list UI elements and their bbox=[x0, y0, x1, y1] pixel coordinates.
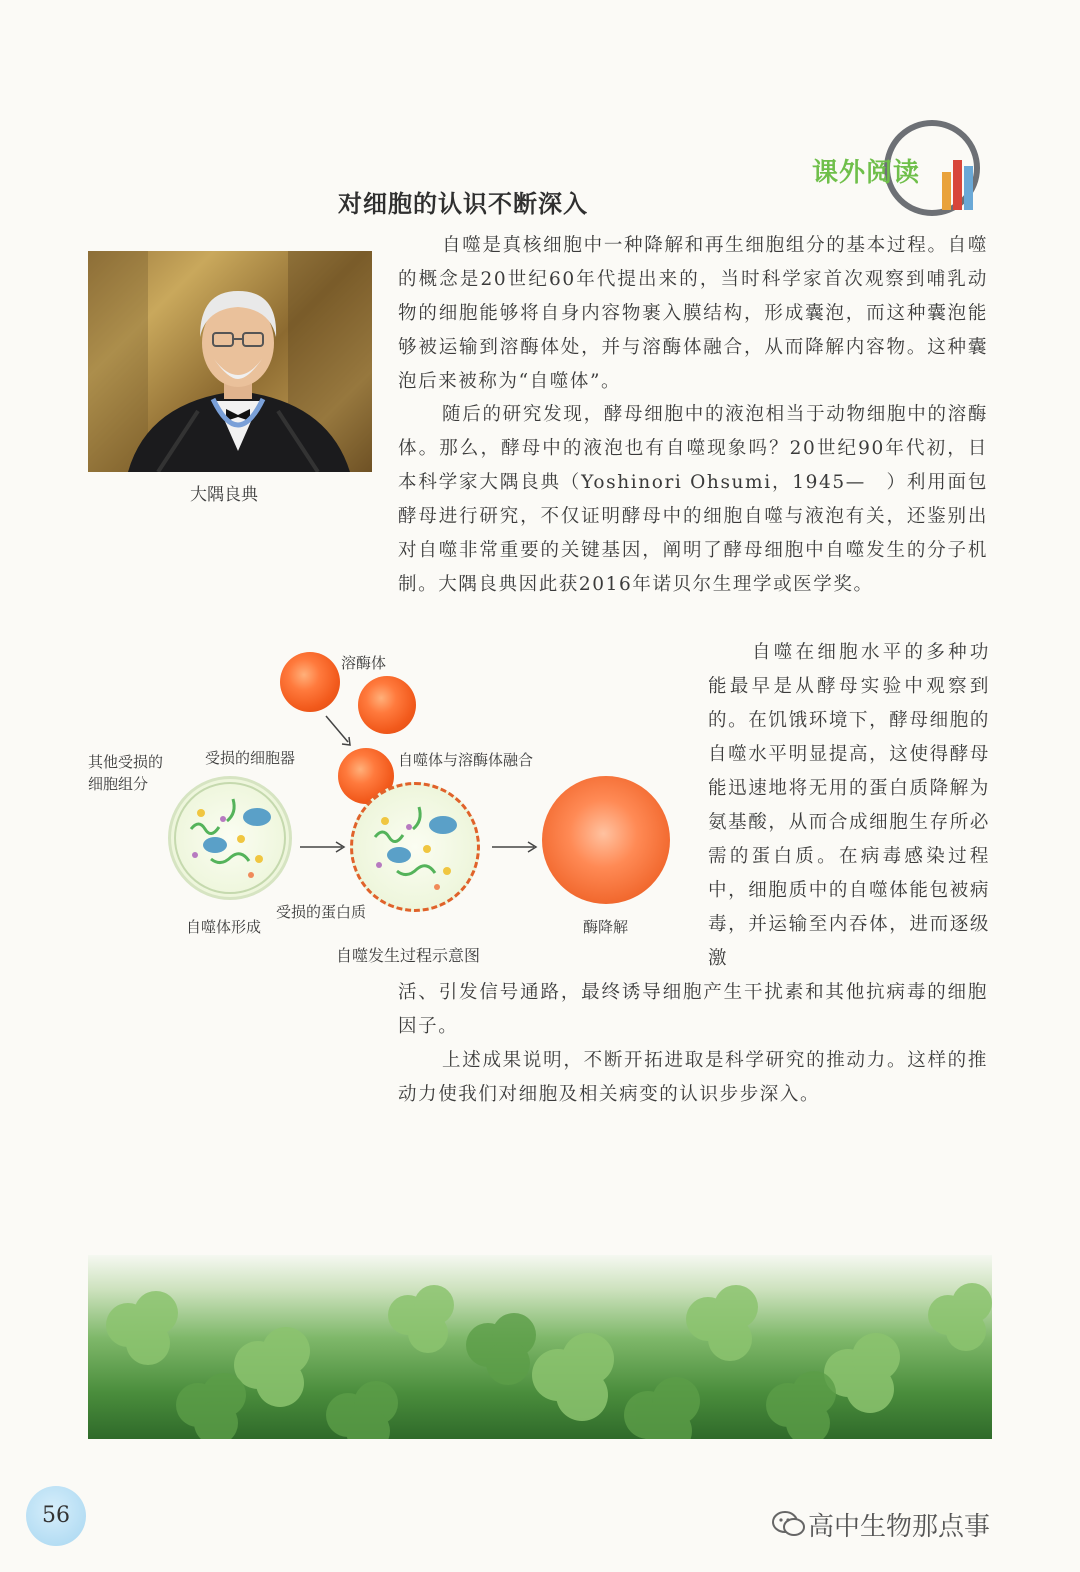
arrow-right-icon bbox=[490, 840, 540, 854]
clover-banner-image bbox=[88, 1255, 992, 1439]
lysosome-1 bbox=[280, 652, 340, 712]
page-number: 56 bbox=[26, 1486, 86, 1546]
watermark-text: 高中生物那点事 bbox=[808, 1512, 991, 1542]
paragraph-3-cont: 活、引发信号通路，最终诱导细胞产生干扰素和其他抗病毒的细胞因子。 bbox=[398, 982, 988, 1037]
paragraph-2: 随后的研究发现，酵母细胞中的液泡相当于动物细胞中的溶酶体。那么，酵母中的液泡也有自噬现象吗？20世纪90年代初，日本科学家大隅良典（Yoshinori Ohsumi，1945— ）利用面包酵母进行研究，不仅证明酵母中的细胞自噬与液泡有关，还鉴别出对自噬非常重要的关键基因，阐明了酵母细胞中自噬发生的分子机制。大隅良典因此获2016年诺贝尔生理学或医学奖。 bbox=[398, 404, 988, 595]
portrait-photo bbox=[88, 251, 372, 472]
arrow-down-icon bbox=[320, 712, 360, 752]
label-digestion: 酶降解 bbox=[583, 918, 629, 936]
wechat-icon bbox=[772, 1510, 806, 1538]
lysosome-2 bbox=[358, 676, 416, 734]
section-badge: 课外阅读 bbox=[812, 158, 921, 188]
clover-leaves bbox=[88, 1255, 992, 1439]
paragraph-1: 自噬是真核细胞中一种降解和再生细胞组分的基本过程。自噬的概念是20世纪60年代提出来的，当时科学家首次观察到哺乳动物的细胞能够将自身内容物裹入膜结构，形成囊泡，而这种囊泡能够被运输到溶酶体处，并与溶酶体融合，从而降解内容物。这种囊泡后来被称为“自噬体”。 bbox=[398, 235, 988, 392]
arrow-right-icon bbox=[298, 840, 348, 854]
label-damaged-organelle: 受损的细胞器 bbox=[205, 749, 296, 767]
cell-contents bbox=[171, 779, 289, 897]
article-title: 对细胞的认识不断深入 bbox=[338, 190, 588, 218]
label-formation: 自噬体形成 bbox=[186, 918, 262, 936]
label-other-components-1: 其他受损的 bbox=[88, 753, 164, 771]
diagram-caption: 自噬发生过程示意图 bbox=[336, 946, 481, 965]
label-lysosome: 溶酶体 bbox=[341, 654, 387, 672]
paragraph-4: 上述成果说明，不断开拓进取是科学研究的推动力。这样的推动力使我们对细胞及相关病变的认识步步深入。 bbox=[398, 1050, 988, 1105]
photo-caption: 大隅良典 bbox=[190, 485, 258, 505]
label-fusion: 自噬体与溶酶体融合 bbox=[398, 751, 534, 769]
label-other-components-2: 细胞组分 bbox=[88, 775, 149, 793]
portrait-illustration bbox=[88, 251, 372, 472]
digested-vesicle bbox=[542, 776, 670, 904]
autophagosome-cell bbox=[168, 776, 292, 900]
fusion-contents bbox=[353, 785, 477, 909]
paragraph-3-side: 自噬在细胞水平的多种功能最早是从酵母实验中观察到的。在饥饿环境下，酵母细胞的自噬水平明显提高，这使得酵母能迅速地将无用的蛋白质降解为氨基酸，从而合成细胞生存所必需的蛋白质。在病毒感染过程中，细胞质中的自噬体能包被病毒，并运输至内吞体，进而逐级激 bbox=[708, 642, 990, 969]
fusion-cell bbox=[350, 782, 480, 912]
label-damaged-protein: 受损的蛋白质 bbox=[276, 903, 367, 921]
